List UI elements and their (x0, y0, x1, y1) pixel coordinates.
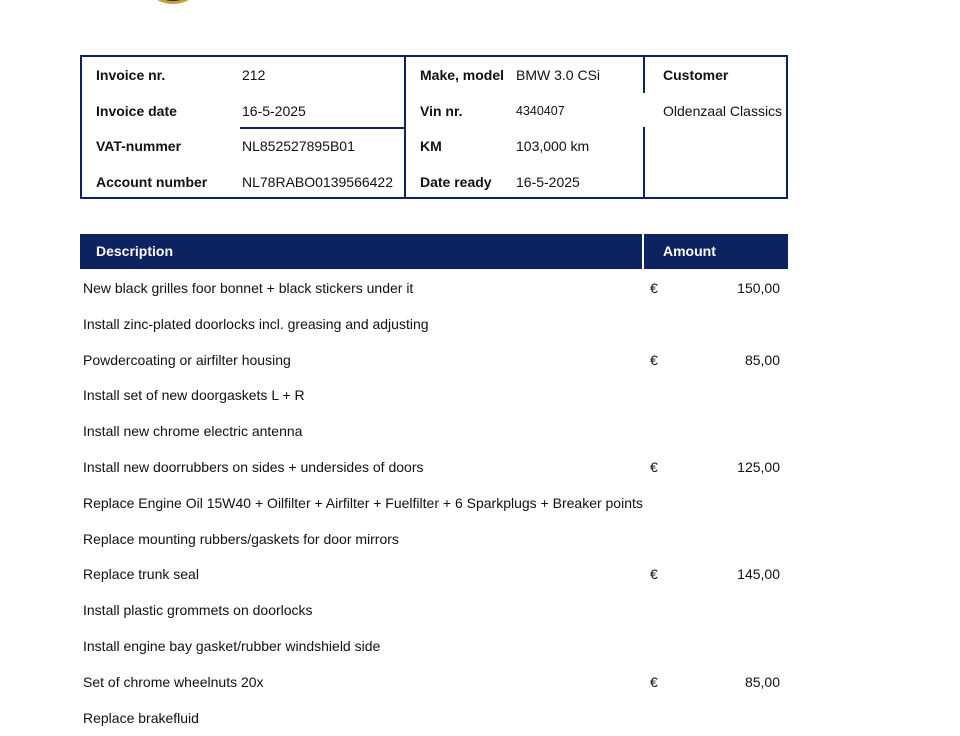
km-label: KM (420, 138, 442, 154)
table-row (80, 557, 788, 593)
table-row (80, 522, 788, 558)
header-divider (642, 234, 644, 269)
account-value: NL78RABO0139566422 (242, 174, 394, 190)
currency-symbol: € (650, 458, 658, 475)
item-description: Install zinc-plated doorlocks incl. greasing and adjusting (83, 315, 429, 332)
currency-symbol: € (650, 351, 658, 368)
item-description: Install plastic grommets on doorlocks (83, 602, 313, 619)
table-row (80, 307, 788, 343)
info-divider-2a (643, 57, 645, 93)
item-description: Powdercoating or airfilter housing (83, 351, 291, 368)
item-description: Replace brakefluid (83, 709, 199, 726)
currency-symbol: € (650, 280, 658, 296)
item-description: New black grilles foor bonnet + black stickers under it (83, 280, 414, 296)
currency-symbol: € (650, 673, 658, 690)
amount-column-header: Amount (663, 243, 716, 259)
customer-label: Customer (663, 67, 729, 83)
invoice-nr-value: 212 (242, 67, 266, 83)
account-label: Account number (96, 174, 208, 190)
date-ready-label: Date ready (420, 174, 492, 190)
vat-label: VAT-nummer (96, 138, 182, 154)
items-table-body (80, 271, 788, 736)
item-description: Replace mounting rubbers/gaskets for door mirrors (83, 530, 399, 547)
currency-symbol: € (650, 566, 658, 583)
table-row (80, 378, 788, 414)
table-row (80, 343, 788, 379)
invoice-date-label: Invoice date (96, 103, 177, 119)
item-description: Install new chrome electric antenna (83, 423, 303, 440)
table-row (80, 271, 788, 307)
items-table-header (80, 234, 788, 269)
invoice-date-value: 16-5-2025 (242, 103, 306, 119)
item-description: Set of chrome wheelnuts 20x (83, 673, 264, 690)
company-logo (140, 0, 206, 4)
item-description: Replace Engine Oil 15W40 + Oilfilter + Airfilter + Fuelfilter + 6 Sparkplugs + Breaker points (83, 494, 643, 511)
vin-label: Vin nr. (420, 103, 463, 119)
customer-value: Oldenzaal Classics (663, 103, 783, 119)
item-amount: 125,00 (737, 458, 780, 475)
table-row (80, 450, 788, 486)
invoice-nr-label: Invoice nr. (96, 67, 166, 83)
item-description: Install engine bay gasket/rubber windshield side (83, 637, 381, 654)
item-description: Replace trunk seal (83, 566, 199, 583)
vin-value: 4340407 (516, 104, 565, 118)
info-divider-1 (404, 57, 406, 197)
vat-value: NL852527895B01 (242, 138, 355, 154)
item-amount: 85,00 (744, 351, 780, 368)
date-ready-value: 16-5-2025 (516, 174, 580, 190)
table-row (80, 701, 788, 736)
table-row (80, 414, 788, 450)
make-model-label: Make, model (420, 67, 505, 83)
item-description: Install set of new doorgaskets L + R (83, 387, 305, 404)
item-amount: 150,00 (737, 280, 780, 296)
item-description: Install new doorrubbers on sides + undersides of doors (83, 458, 424, 475)
km-value: 103,000 km (516, 138, 590, 154)
info-divider-2b (643, 127, 645, 197)
invoice-info-box (80, 55, 788, 199)
table-row (80, 665, 788, 701)
item-amount: 85,00 (744, 673, 780, 690)
make-model-value: BMW 3.0 CSi (516, 67, 601, 83)
table-row (80, 593, 788, 629)
table-row (80, 629, 788, 665)
description-column-header: Description (96, 243, 174, 259)
table-row (80, 486, 788, 522)
item-amount: 145,00 (737, 566, 780, 583)
